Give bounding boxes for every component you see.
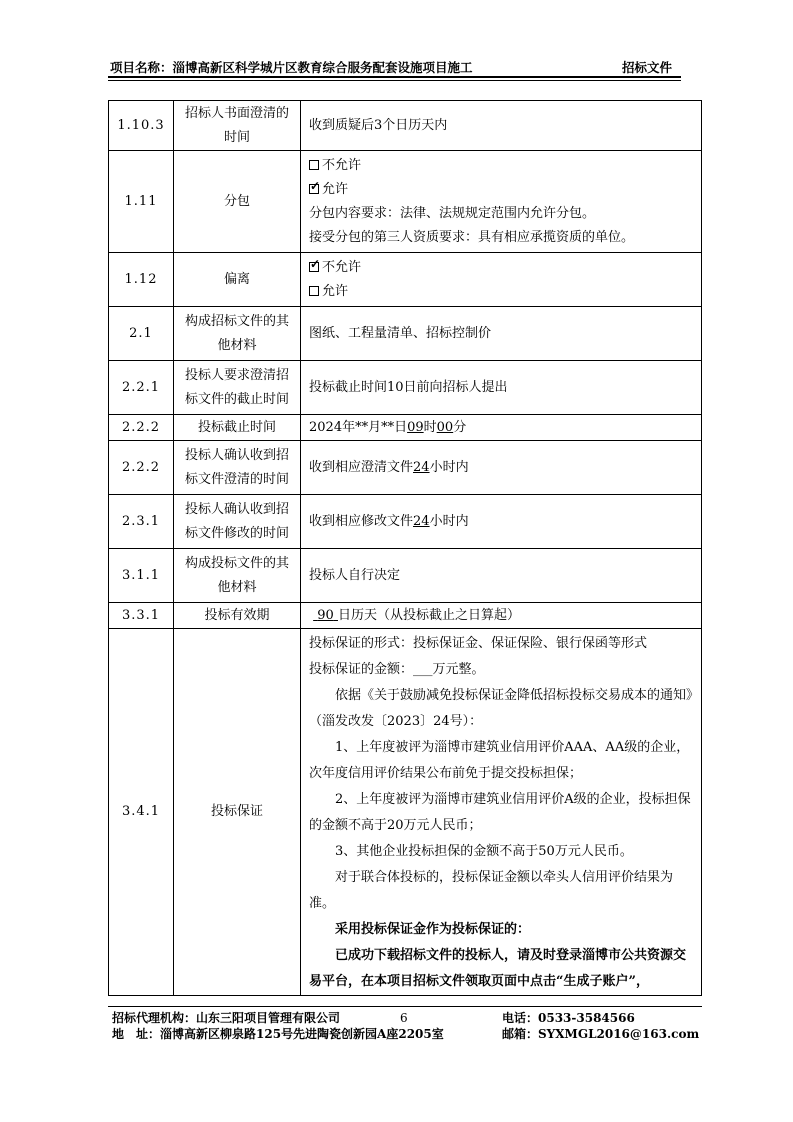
table-row bbox=[109, 101, 702, 151]
table-row bbox=[109, 495, 702, 549]
clause-item: 投标截止时间 bbox=[174, 415, 301, 441]
clause-item: 构成招标文件的其他材料 bbox=[174, 307, 301, 361]
table-row bbox=[109, 361, 702, 415]
clause-content: 图纸、工程量清单、招标控制价 bbox=[301, 307, 702, 361]
header-divider bbox=[108, 76, 681, 78]
deadline-minute: 00 bbox=[436, 419, 454, 435]
clause-item: 招标人书面澄清的时间 bbox=[174, 101, 301, 151]
clause-number: 1.12 bbox=[109, 253, 174, 307]
deadline-hour: 09 bbox=[407, 419, 424, 435]
table-row bbox=[109, 549, 702, 603]
option-allowed: 允许 bbox=[309, 280, 693, 304]
data-table bbox=[108, 100, 702, 996]
clause-item: 投标人确认收到招标文件澄清的时间 bbox=[174, 441, 301, 495]
consortium-note: 对于联合体投标的，投标保证金额以牵头人信用评价结果为准。 bbox=[309, 870, 674, 911]
clause-content: 投标截止时间10日前向招标人提出 bbox=[301, 361, 702, 415]
hours-value: 24 bbox=[413, 513, 430, 529]
phone: 电话：0533-3584566 bbox=[502, 1011, 635, 1025]
clause-number: 2.3.1 bbox=[109, 495, 174, 549]
subcontract-scope: 分包内容要求：法律、法规规定范围内允许分包。 bbox=[309, 205, 596, 221]
option-not-allowed: 不允许 bbox=[309, 154, 693, 178]
clause-item: 投标人确认收到招标文件修改的时间 bbox=[174, 495, 301, 549]
guarantee-form: 投标保证的形式：投标保证金、保证保险、银行保函等形式 bbox=[309, 636, 648, 651]
policy-clause-2: 2、上年度被评为淄博市建筑业信用评价A级的企业，投标担保的金额不高于20万元人民币； bbox=[309, 792, 691, 833]
agency-name: 招标代理机构：山东三阳项目管理有限公司 bbox=[112, 1011, 341, 1025]
clause-content: 收到相应澄清文件24小时内 bbox=[301, 441, 702, 495]
guarantee-amount: 投标保证的金额：___万元整。 bbox=[309, 662, 485, 677]
clause-item: 投标人要求澄清招标文件的截止时间 bbox=[174, 361, 301, 415]
table-row bbox=[109, 629, 702, 996]
policy-clause-3: 3、其他企业投标担保的金额不高于50万元人民币。 bbox=[335, 844, 633, 859]
clause-content bbox=[301, 151, 702, 253]
table-row bbox=[109, 603, 702, 629]
validity-days: 90 bbox=[317, 607, 334, 623]
policy-clause-1: 1、上年度被评为淄博市建筑业信用评价AAA、AA级的企业，次年度信用评价结果公布前免于提交投标担保； bbox=[309, 740, 690, 781]
clause-number: 2.2.2 bbox=[109, 415, 174, 441]
document-type: 招标文件 bbox=[621, 60, 672, 75]
page-number: 6 bbox=[400, 1011, 408, 1025]
project-name: 项目名称：淄博高新区科学城片区教育综合服务配套设施项目施工 bbox=[110, 60, 473, 75]
deposit-instructions: 已成功下载招标文件的投标人，请及时登录淄博市公共资源交易平台，在本项目招标文件领取页面中点击“生成子账户”， bbox=[309, 948, 687, 989]
checkbox-unchecked-icon bbox=[309, 160, 319, 170]
clause-item: 构成投标文件的其他材料 bbox=[174, 549, 301, 603]
clause-content: 2024年**月**日09时00分 bbox=[301, 415, 702, 441]
table-row bbox=[109, 415, 702, 441]
address: 地 址：淄博高新区柳泉路125号先进陶瓷创新园A座2205室 bbox=[112, 1027, 444, 1041]
option-not-allowed: ✓不允许 bbox=[309, 256, 693, 280]
checkbox-unchecked-icon bbox=[309, 286, 319, 296]
clause-number: 2.1 bbox=[109, 307, 174, 361]
hours-value: 24 bbox=[413, 459, 430, 475]
clause-item: 偏离 bbox=[174, 253, 301, 307]
clause-number: 3.4.1 bbox=[109, 629, 174, 996]
clause-content bbox=[301, 253, 702, 307]
deposit-heading: 采用投标保证金作为投标保证的： bbox=[335, 922, 531, 937]
table-row bbox=[109, 441, 702, 495]
clause-item: 分包 bbox=[174, 151, 301, 253]
footer-divider bbox=[108, 1006, 702, 1007]
clause-number: 2.2.1 bbox=[109, 361, 174, 415]
clause-content bbox=[301, 629, 702, 996]
checkbox-checked-icon bbox=[309, 184, 319, 194]
clause-item: 投标保证 bbox=[174, 629, 301, 996]
clause-item: 投标有效期 bbox=[174, 603, 301, 629]
table-row bbox=[109, 307, 702, 361]
table-row bbox=[109, 151, 702, 253]
clause-content: 90 日历天（从投标截止之日算起） bbox=[301, 603, 702, 629]
clause-number: 1.10.3 bbox=[109, 101, 174, 151]
clause-number: 3.3.1 bbox=[109, 603, 174, 629]
clause-content: 投标人自行决定 bbox=[301, 549, 702, 603]
policy-reference: 依据《关于鼓励减免投标保证金降低招标投标交易成本的通知》（淄发改发〔2023〕24号）： bbox=[309, 688, 693, 729]
subcontract-qualification: 接受分包的第三人资质要求：具有相应承揽资质的单位。 bbox=[309, 229, 635, 245]
clause-number: 3.1.1 bbox=[109, 549, 174, 603]
clause-content: 收到质疑后3个日历天内 bbox=[301, 101, 702, 151]
clause-number: 1.11 bbox=[109, 151, 174, 253]
table-row bbox=[109, 253, 702, 307]
email: 邮箱：SYXMGL2016@163.com bbox=[502, 1027, 700, 1041]
option-allowed: ✓允许 bbox=[309, 178, 693, 202]
page-header bbox=[110, 56, 680, 78]
clause-number: 2.2.2 bbox=[109, 441, 174, 495]
checkbox-checked-icon bbox=[309, 262, 319, 272]
page-footer bbox=[112, 1010, 700, 1042]
clause-content: 收到相应修改文件24小时内 bbox=[301, 495, 702, 549]
header-divider-thin bbox=[108, 80, 681, 81]
